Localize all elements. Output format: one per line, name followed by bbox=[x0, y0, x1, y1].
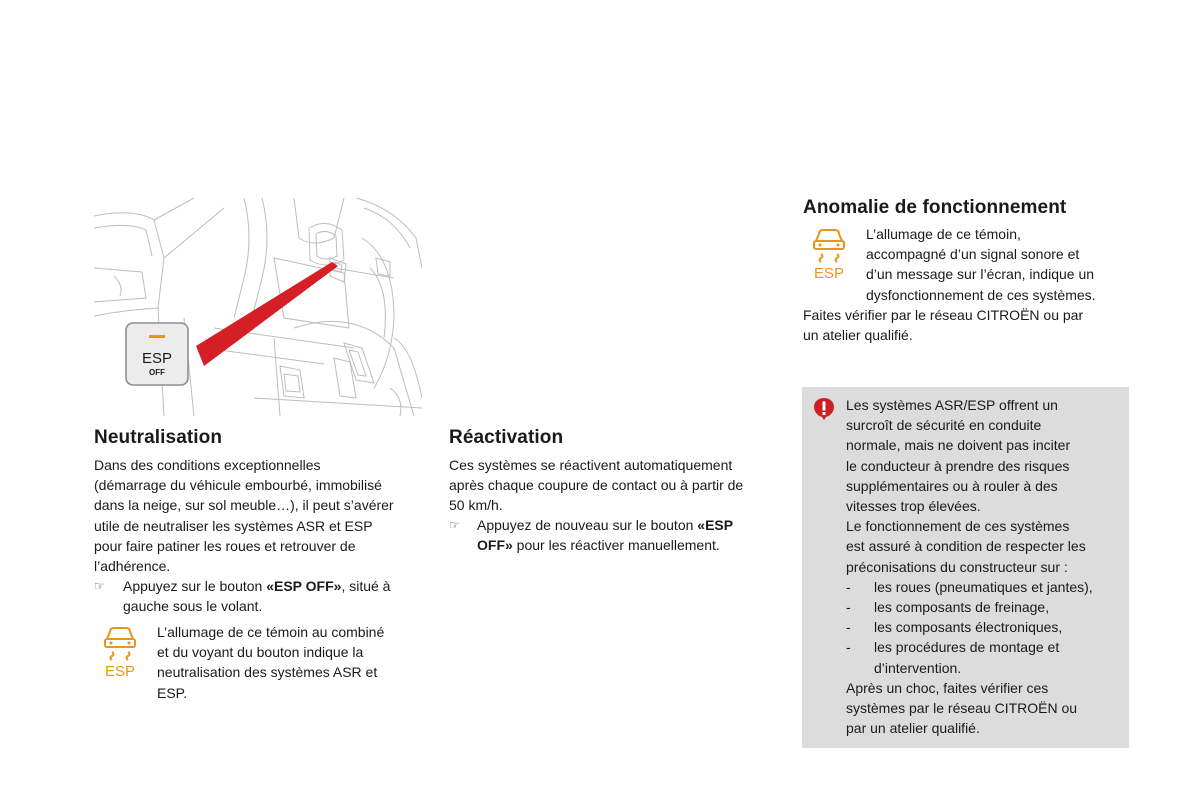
neutralisation-title: Neutralisation bbox=[94, 427, 223, 448]
neutralisation-indicator-text bbox=[157, 622, 422, 703]
text-line: L’allumage de ce témoin au combiné bbox=[157, 624, 385, 640]
bullet-text: Appuyez de nouveau sur le bouton bbox=[477, 517, 698, 533]
neutralisation-paragraph bbox=[94, 455, 424, 576]
bullet-text: pour les réactiver manuellement. bbox=[512, 537, 720, 554]
text-line: d’un message sur l’écran, indique un bbox=[866, 266, 1095, 283]
bullet-line: gauche sous le volant. bbox=[123, 598, 263, 615]
anomalie-after-text bbox=[803, 305, 1143, 345]
text-line: par un atelier qualifié. bbox=[846, 720, 980, 737]
text-line: Le fonctionnement de ces systèmes bbox=[846, 518, 1070, 535]
text-line: ESP. bbox=[157, 684, 188, 701]
warning-exclamation-icon bbox=[813, 397, 835, 421]
text-line: Ces systèmes se réactivent automatiquement bbox=[449, 457, 733, 473]
text-line: normale, mais ne doivent pas inciter bbox=[846, 437, 1071, 454]
text-line: (démarrage du véhicule embourbé, immobilisé bbox=[94, 477, 382, 494]
text-line: Après un choc, faites vérifier ces bbox=[846, 679, 1049, 696]
text-line: et du voyant du bouton indique la bbox=[157, 644, 364, 661]
dashboard-illustration bbox=[94, 198, 422, 416]
text-line: est assuré à condition de respecter les bbox=[846, 538, 1086, 555]
bullet-text: Appuyez sur le bouton bbox=[123, 578, 267, 594]
text-line: l’adhérence. bbox=[94, 558, 171, 575]
text-line: surcroît de sécurité en conduite bbox=[846, 417, 1042, 434]
list-item bbox=[846, 637, 1126, 657]
text-line: dysfonctionnement de ces systèmes. bbox=[866, 286, 1096, 303]
hand-pointer-icon: ☞ bbox=[94, 579, 105, 593]
esp-warning-lamp-icon bbox=[809, 228, 849, 280]
bullet-line bbox=[477, 535, 779, 555]
list-item bbox=[846, 617, 1126, 637]
bullet-bold: OFF» bbox=[477, 537, 513, 554]
text-line: systèmes par le réseau CITROËN ou bbox=[846, 700, 1078, 717]
reactivation-title: Réactivation bbox=[449, 427, 564, 448]
warning-text bbox=[846, 395, 1126, 738]
list-item-text: les roues (pneumatiques et jantes), bbox=[874, 578, 1093, 595]
hand-pointer-icon: ☞ bbox=[449, 518, 460, 532]
bullet-text: , situé à bbox=[341, 578, 391, 594]
bullet-bold: «ESP bbox=[697, 517, 734, 533]
list-dash: - bbox=[846, 578, 851, 595]
list-item-text: les procédures de montage et bbox=[874, 639, 1060, 656]
button-label-esp: ESP bbox=[141, 350, 173, 367]
reactivation-paragraph bbox=[449, 455, 779, 516]
anomalie-indicator-text bbox=[866, 224, 1166, 305]
list-item bbox=[846, 577, 1126, 597]
text-line: un atelier qualifié. bbox=[803, 327, 913, 344]
text-line: dans la neige, sur sol meuble…), il peut s’avérer bbox=[94, 497, 394, 514]
list-item-text: les composants électroniques, bbox=[874, 619, 1063, 636]
warning-box bbox=[802, 387, 1129, 748]
list-item-continuation: d’intervention. bbox=[874, 659, 962, 676]
button-label-off: OFF bbox=[149, 368, 165, 377]
text-line: L’allumage de ce témoin, bbox=[866, 226, 1021, 242]
text-line: supplémentaires ou à rouler à des bbox=[846, 477, 1058, 494]
text-line: après chaque coupure de contact ou à partir de bbox=[449, 477, 744, 494]
text-line: neutralisation des systèmes ASR et bbox=[157, 664, 378, 681]
anomalie-title: Anomalie de fonctionnement bbox=[803, 197, 1067, 218]
text-line: utile de neutraliser les systèmes ASR et ESP bbox=[94, 517, 373, 534]
text-line: accompagné d’un signal sonore et bbox=[866, 246, 1080, 263]
list-dash: - bbox=[846, 619, 851, 636]
text-line: préconisations du constructeur sur : bbox=[846, 558, 1068, 575]
text-line: pour faire patiner les roues et retrouver de bbox=[94, 537, 356, 554]
text-line: 50 km/h. bbox=[449, 497, 503, 514]
text-line: Faites vérifier par le réseau CITROËN ou par bbox=[803, 307, 1084, 323]
esp-lamp-text: ESP bbox=[813, 265, 845, 280]
text-line: vitesses trop élevées. bbox=[846, 498, 981, 515]
text-line: Dans des conditions exceptionnelles bbox=[94, 457, 321, 473]
text-line: le conducteur à prendre des risques bbox=[846, 457, 1070, 474]
list-item bbox=[846, 597, 1126, 617]
esp-warning-lamp-icon bbox=[100, 626, 140, 678]
reactivation-bullet bbox=[449, 515, 779, 555]
button-led bbox=[149, 335, 165, 338]
neutralisation-bullet bbox=[94, 576, 424, 616]
list-dash: - bbox=[846, 639, 851, 656]
text-line: Les systèmes ASR/ESP offrent un bbox=[846, 397, 1058, 413]
list-item-text: les composants de freinage, bbox=[874, 599, 1050, 616]
bullet-line bbox=[477, 515, 779, 535]
bullet-bold: «ESP OFF» bbox=[266, 578, 342, 594]
esp-lamp-text: ESP bbox=[104, 663, 136, 678]
bullet-line bbox=[123, 576, 424, 596]
dashboard-drawing bbox=[94, 198, 422, 416]
list-dash: - bbox=[846, 599, 851, 616]
pointer-wedge bbox=[196, 262, 338, 366]
